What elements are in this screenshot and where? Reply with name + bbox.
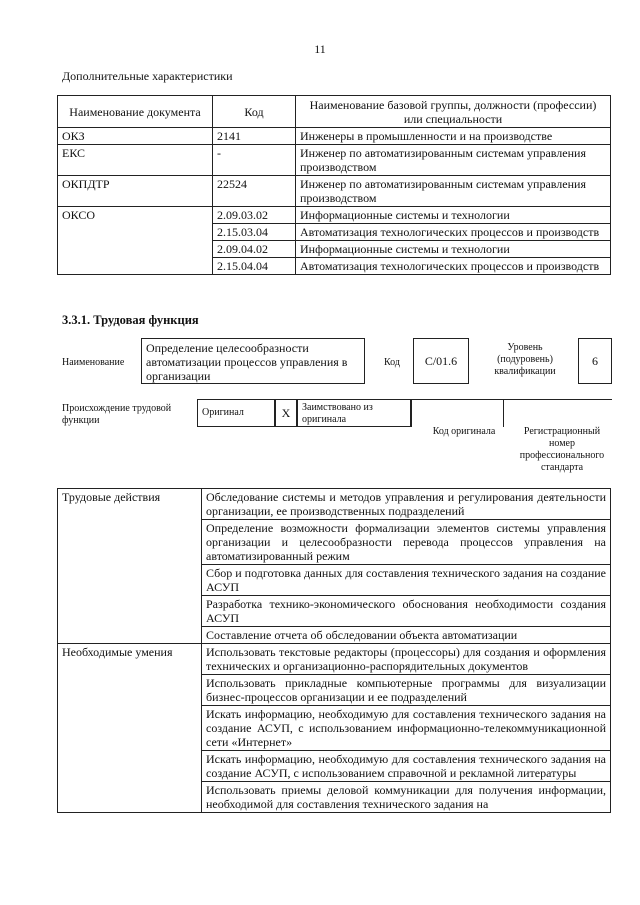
code-original-caption: Код оригинала <box>432 426 496 437</box>
labor-function-table <box>57 488 611 813</box>
function-code-value: C/01.6 <box>413 338 469 384</box>
skill-item: Искать информацию, необходимую для составления технического задания на создание АСУП, с использованием справочной и рекламной литературы <box>202 751 611 782</box>
section-title: Дополнительные характеристики <box>62 69 233 83</box>
table-header-row <box>58 96 611 128</box>
original-code-cell <box>411 399 503 427</box>
skills-label: Необходимые умения <box>58 644 202 813</box>
code-cell: - <box>213 145 296 176</box>
function-name-value: Определение целесообразности автоматизации процессов управления в организации <box>141 338 365 384</box>
doc-cell: ОКПДТР <box>58 176 213 207</box>
action-item: Составление отчета об обследовании объекта автоматизации <box>202 627 611 644</box>
skill-item: Искать информацию, необходимую для составления технического задания на создание АСУП, с использованием информационно-телекоммуникационной сети «Интернет» <box>202 706 611 751</box>
table-row <box>58 128 611 145</box>
name-cell: Инженеры в промышленности и на производстве <box>296 128 611 145</box>
original-label: Оригинал <box>197 399 275 427</box>
doc-cell: ЕКС <box>58 145 213 176</box>
code-cell: 2141 <box>213 128 296 145</box>
action-item: Сбор и подготовка данных для составления технического задания на создание АСУП <box>202 565 611 596</box>
name-cell: Информационные системы и технологии <box>296 241 611 258</box>
origin-label: Происхождение трудовой функции <box>62 403 172 426</box>
name-cell: Автоматизация технологических процессов и производств <box>296 258 611 275</box>
function-title: 3.3.1. Трудовая функция <box>62 313 199 327</box>
original-mark: X <box>275 399 297 427</box>
doc-cell: ОКСО <box>58 207 213 275</box>
header-group-name: Наименование базовой группы, должности (профессии) или специальности <box>296 96 611 128</box>
code-cell: 2.09.04.02 <box>213 241 296 258</box>
name-cell: Инженер по автоматизированным системам управления производством <box>296 176 611 207</box>
action-item: Определение возможности формализации элементов системы управления организации и целесообразности перевода процессов управления на автоматизированный режим <box>202 520 611 565</box>
name-cell: Информационные системы и технологии <box>296 207 611 224</box>
level-label: Уровень (подуровень) квалификации <box>494 342 556 377</box>
skill-item: Использовать текстовые редакторы (процессоры) для создания и оформления технических и организационно-распорядительных документов <box>202 644 611 675</box>
code-cell: 2.15.04.04 <box>213 258 296 275</box>
table-row <box>58 207 611 224</box>
header-doc-name: Наименование документа <box>58 96 213 128</box>
table-row <box>58 489 611 520</box>
header-code: Код <box>213 96 296 128</box>
table-row <box>58 145 611 176</box>
name-cell: Автоматизация технологических процессов и производств <box>296 224 611 241</box>
actions-label: Трудовые действия <box>58 489 202 644</box>
table-row <box>58 644 611 675</box>
reg-number-cell <box>503 399 612 427</box>
table-row <box>58 176 611 207</box>
doc-cell: ОКЗ <box>58 128 213 145</box>
code-cell: 2.09.03.02 <box>213 207 296 224</box>
code-cell: 22524 <box>213 176 296 207</box>
action-item: Обследование системы и методов управления и регулирования деятельности организации, ее производственных подразделений <box>202 489 611 520</box>
code-cell: 2.15.03.04 <box>213 224 296 241</box>
skill-item: Использовать приемы деловой коммуникации для получения информации, необходимой для составления технического задания на <box>202 782 611 813</box>
additional-characteristics-table <box>57 95 611 275</box>
code-label: Код <box>384 357 400 368</box>
page-number: 11 <box>314 42 326 56</box>
borrowed-label: Заимствовано из оригинала <box>297 399 411 427</box>
skill-item: Использовать прикладные компьютерные программы для визуализации бизнес-процессов организации и ее подразделений <box>202 675 611 706</box>
name-label: Наименование <box>62 357 125 368</box>
action-item: Разработка технико-экономического обоснования необходимости создания АСУП <box>202 596 611 627</box>
reg-number-caption: Регистрационный номер профессионального стандарта <box>519 426 605 473</box>
level-value: 6 <box>578 338 612 384</box>
name-cell: Инженер по автоматизированным системам управления производством <box>296 145 611 176</box>
